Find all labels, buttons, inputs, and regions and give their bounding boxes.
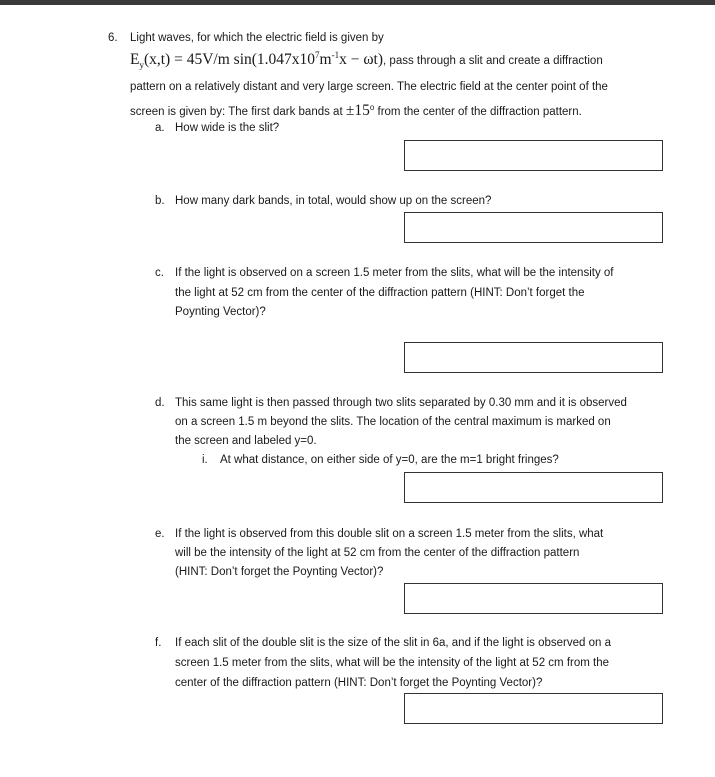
part-b-question: b. How many dark bands, in total, would show up on the screen? xyxy=(155,195,492,207)
question-number: 6. xyxy=(108,32,118,44)
viewer-top-bar xyxy=(0,0,715,5)
angle-value: ±15 xyxy=(345,102,370,119)
answer-box-d-i[interactable] xyxy=(404,472,663,503)
question-text-line: screen is given by: The first dark bands at $\pm 15^o$ from the center of the diffraction pattern. xyxy=(130,102,582,119)
part-d-question: d. This same light is then passed through two slits separated by 0.30 mm and it is observed xyxy=(155,397,627,409)
part-e-question: e. If the light is observed from this double slit on a screen 1.5 meter from the slits, what xyxy=(155,528,604,540)
part-a-question: a. How wide is the slit? xyxy=(155,122,280,134)
part-c-question-line: Poynting Vector)? xyxy=(175,306,266,318)
part-d-question-line: on a screen 1.5 m beyond the slits. The location of the central maximum is marked on xyxy=(175,416,611,428)
part-f-question-line: screen 1.5 meter from the slits, what will be the intensity of the light at 52 cm from the xyxy=(175,657,609,669)
part-f-question: f. If each slit of the double slit is the size of the slit in 6a, and if the light is observed on a xyxy=(155,637,611,649)
question-text-line: pattern on a relatively distant and very large screen. The electric field at the center point of the xyxy=(130,81,608,93)
question-intro: Light waves, for which the electric field is given by xyxy=(130,32,384,44)
part-d-i-question: i. At what distance, on either side of y=0, are the m=1 bright fringes? xyxy=(202,454,559,466)
part-c-question-line: the light at 52 cm from the center of the diffraction pattern (HINT: Don’t forget the xyxy=(175,287,585,299)
answer-box-f[interactable] xyxy=(404,693,663,724)
answer-box-a[interactable] xyxy=(404,140,663,171)
answer-box-b[interactable] xyxy=(404,212,663,243)
part-f-question-line: center of the diffraction pattern (HINT: Don’t forget the Poynting Vector)? xyxy=(175,677,543,689)
answer-box-c[interactable] xyxy=(404,342,663,373)
part-e-question-line: will be the intensity of the light at 52 cm from the center of the diffraction pattern xyxy=(175,547,580,559)
part-c-question: c. If the light is observed on a screen 1.5 meter from the slits, what will be the intensity of xyxy=(155,267,614,279)
answer-box-e[interactable] xyxy=(404,583,663,614)
electric-field-equation: $E_y(x,t) = 45V/m$ $\sin(1.047x10^7m^{-1}x - \omega t)$, pass through a slit and create a diffraction xyxy=(130,50,603,71)
part-e-question-line: (HINT: Don’t forget the Poynting Vector)? xyxy=(175,566,384,578)
part-d-question-line: the screen and labeled y=0. xyxy=(175,435,317,447)
